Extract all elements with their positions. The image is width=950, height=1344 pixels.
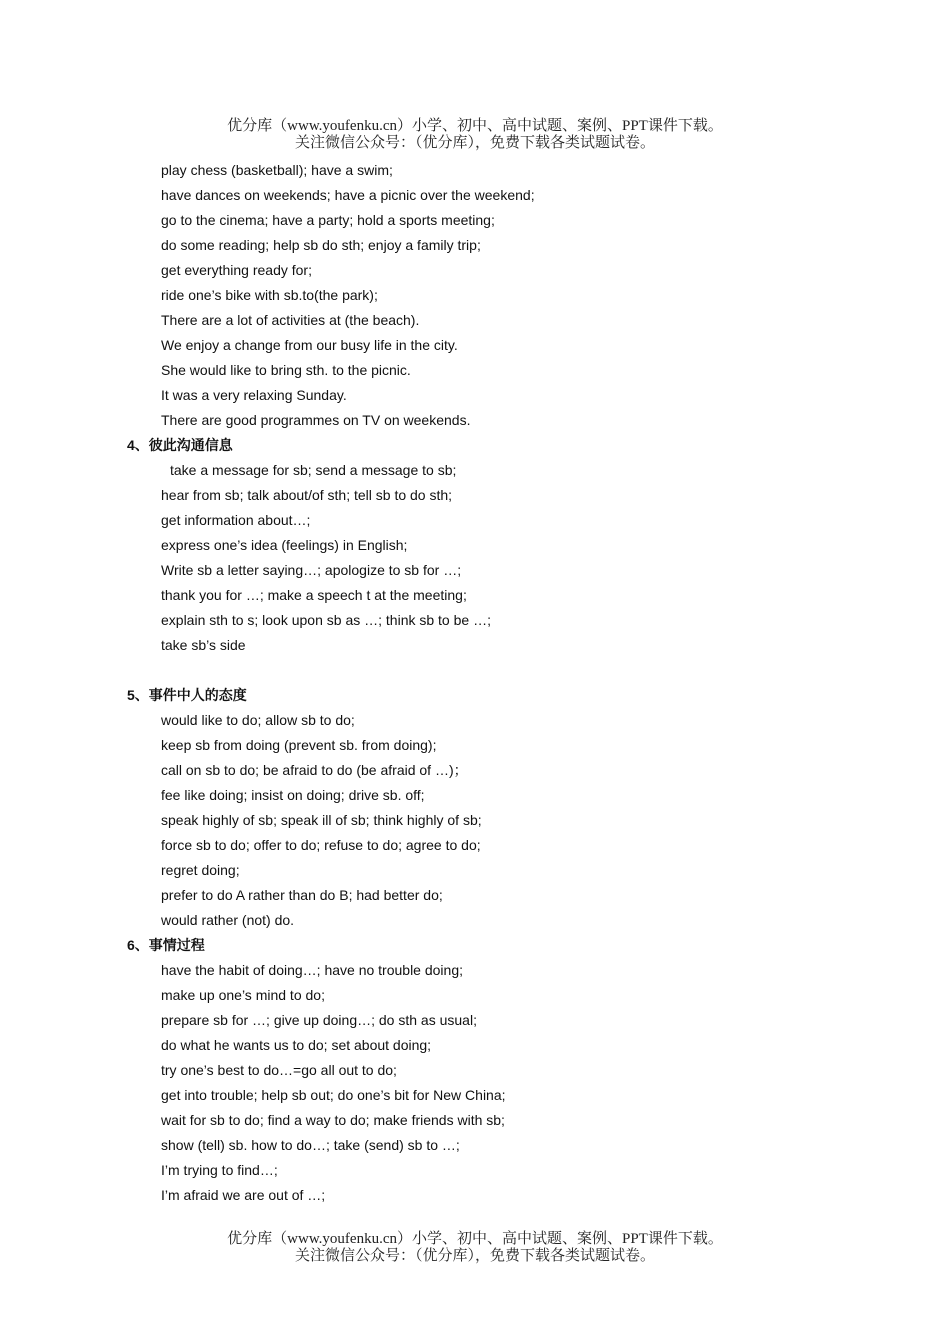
footer-line-1: 优分库（www.youfenku.cn）小学、初中、高中试题、案例、PPT课件下载。 [227,1231,723,1247]
section-6-line: try one’s best to do…=go all out to do; [161,1062,397,1078]
page-header [0,118,950,152]
section-6-line: I’m afraid we are out of …; [161,1187,326,1203]
section-5-line: keep sb from doing (prevent sb. from doing); [161,737,437,753]
intro-line: It was a very relaxing Sunday. [161,387,347,403]
section-5-line: would rather (not) do. [161,912,295,928]
section-6-line: get into trouble; help sb out; do one’s bit for New China; [161,1087,506,1103]
section-4-heading: 4、彼此沟通信息 [127,437,233,453]
header-line-1: 优分库（www.youfenku.cn）小学、初中、高中试题、案例、PPT课件下载。 [227,118,723,134]
section-6-heading: 6、事情过程 [127,937,205,953]
intro-line: ride one’s bike with sb.to(the park); [161,287,378,303]
section-4-line: take sb’s side [161,637,246,653]
section-4-line: thank you for …; make a speech t at the meeting; [161,587,467,603]
section-4-line: Write sb a letter saying…; apologize to sb for …; [161,562,462,578]
section-5-line: force sb to do; offer to do; refuse to do; agree to do; [161,837,481,853]
section-4-line: get information about…; [161,512,311,528]
section-5-line: regret doing; [161,862,240,878]
section-5-line: prefer to do A rather than do B; had better do; [161,887,443,903]
section-5-line: fee like doing; insist on doing; drive sb. off; [161,787,425,803]
section-4-line: express one’s idea (feelings) in English; [161,537,408,553]
footer-line-2: 关注微信公众号：（优分库），免费下载各类试题试卷。 [294,1248,655,1264]
section-6-line: do what he wants us to do; set about doing; [161,1037,432,1053]
intro-line: play chess (basketball); have a swim; [161,162,393,178]
section-5-line: call on sb to do; be afraid to do (be afraid of …)； [161,762,468,778]
intro-line: go to the cinema; have a party; hold a sports meeting; [161,212,495,228]
intro-line: We enjoy a change from our busy life in the city. [161,337,458,353]
intro-line: There are a lot of activities at (the beach). [161,312,420,328]
document-body [0,159,950,1209]
section-6-line: prepare sb for …; give up doing…; do sth as usual; [161,1012,477,1028]
section-5-line: would like to do; allow sb to do; [161,712,355,728]
section-5-line: speak highly of sb; speak ill of sb; think highly of sb; [161,812,482,828]
intro-line: get everything ready for; [161,262,312,278]
section-6-line: make up one’s mind to do; [161,987,325,1003]
blank-line [0,659,950,684]
intro-line: do some reading; help sb do sth; enjoy a family trip; [161,237,481,253]
intro-line: have dances on weekends; have a picnic over the weekend; [161,187,535,203]
intro-line: There are good programmes on TV on weekends. [161,412,471,428]
section-6-line: wait for sb to do; find a way to do; make friends with sb; [161,1112,505,1128]
section-5-heading: 5、事件中人的态度 [127,687,247,703]
section-4-line: explain sth to s; look upon sb as …; think sb to be …; [161,612,491,628]
section-4-line: hear from sb; talk about/of sth; tell sb to do sth; [161,487,453,503]
section-6-line: I’m trying to find…; [161,1162,278,1178]
section-6-line: show (tell) sb. how to do…; take (send) sb to …; [161,1137,460,1153]
section-4-line: take a message for sb; send a message to sb; [170,462,457,478]
page-footer [0,1231,950,1265]
intro-line: She would like to bring sth. to the picnic. [161,362,411,378]
section-6-line: have the habit of doing…; have no trouble doing; [161,962,463,978]
header-line-2: 关注微信公众号：（优分库），免费下载各类试题试卷。 [294,135,655,151]
